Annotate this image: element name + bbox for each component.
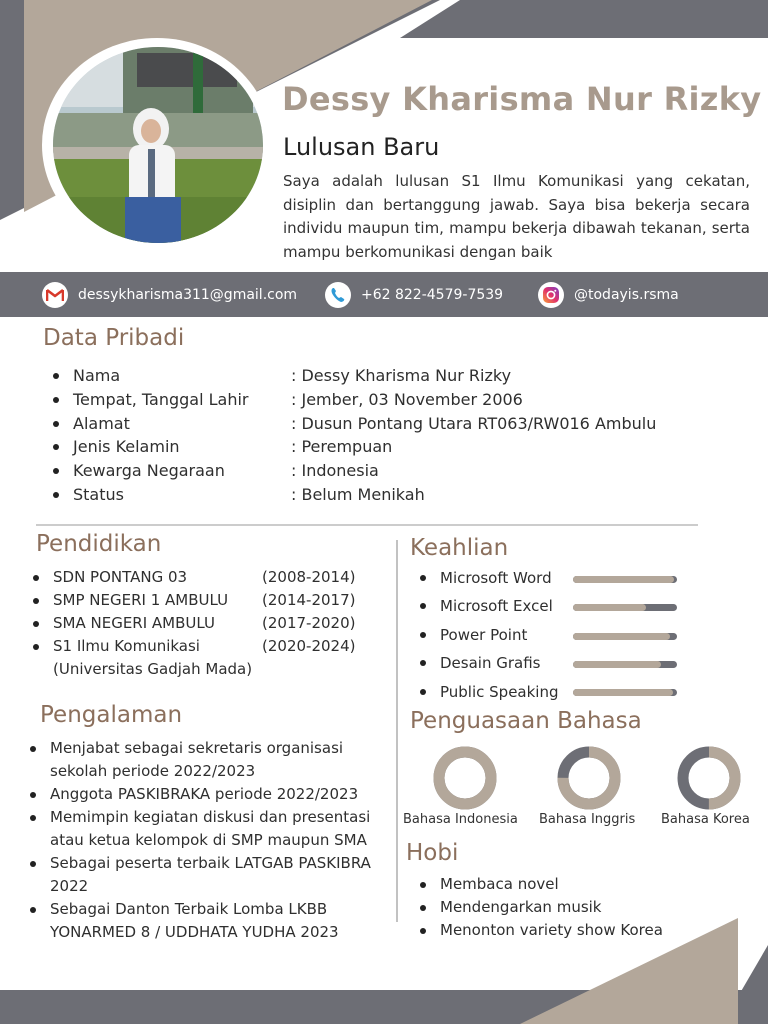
skill-bar — [573, 576, 677, 583]
skill-bar-fill — [573, 576, 674, 583]
hobby-list — [418, 873, 663, 942]
personal-data-row — [51, 435, 656, 459]
personal-data-row — [51, 459, 656, 483]
hobby-item: Membaca novel — [418, 873, 663, 896]
section-title-hobi: Hobi — [406, 840, 459, 866]
skills-list — [418, 564, 559, 706]
personal-data-value: : Indonesia — [291, 461, 379, 481]
school-years: (2008-2014) — [262, 568, 356, 586]
education-item — [31, 589, 356, 612]
experience-item: Menjabat sebagai sekretaris organisasi sekolah periode 2022/2023 — [28, 737, 388, 783]
school-name: SMA NEGERI AMBULU — [53, 614, 215, 632]
school-years: (2017-2020) — [262, 614, 356, 632]
phone-icon — [325, 282, 351, 308]
hobby-item: Mendengarkan musik — [418, 896, 663, 919]
language-label: Bahasa Indonesia — [403, 812, 518, 827]
experience-list — [28, 737, 388, 944]
section-title-bahasa: Penguasaan Bahasa — [410, 708, 642, 734]
skill-item: Power Point — [418, 621, 559, 649]
experience-item: Anggota PASKIBRAKA periode 2022/2023 — [28, 783, 388, 806]
section-title-data-pribadi: Data Pribadi — [43, 325, 185, 351]
personal-data-row — [51, 388, 656, 412]
skill-bar — [573, 604, 677, 611]
education-item — [31, 566, 356, 589]
personal-data-label: Status — [73, 484, 124, 504]
language-label: Bahasa Inggris — [539, 812, 636, 827]
school-years: (2020-2024) — [262, 637, 356, 655]
experience-item: Memimpin kegiatan diskusi dan presentasi atau ketua kelompok di SMP maupun SMA — [28, 806, 388, 852]
personal-data-label: Alamat — [73, 413, 130, 433]
personal-data-value: : Belum Menikah — [291, 484, 425, 504]
school-name: SMP NEGERI 1 AMBULU — [53, 591, 229, 609]
education-item — [31, 612, 356, 635]
experience-item: Sebagai Danton Terbaik Lomba LKBB YONARMED 8 / UDDHATA YUDHA 2023 — [28, 898, 388, 944]
personal-data-label: Tempat, Tanggal Lahir — [73, 389, 249, 409]
section-title-keahlian: Keahlian — [410, 535, 509, 561]
contact-instagram[interactable] — [538, 272, 679, 317]
contact-email[interactable] — [42, 272, 297, 317]
skill-bar-fill — [573, 689, 673, 696]
contact-phone[interactable] — [325, 272, 503, 317]
email-text: dessykharisma311@gmail.com — [78, 286, 298, 303]
skill-bar-fill — [573, 604, 646, 611]
personal-data-value: : Dusun Pontang Utara RT063/RW016 Ambulu — [291, 413, 657, 433]
contact-bar — [0, 272, 768, 317]
personal-data-row — [51, 364, 656, 388]
language-donut — [674, 743, 744, 813]
skill-bar — [573, 633, 677, 640]
personal-data-list — [51, 364, 656, 507]
profile-photo — [53, 47, 263, 243]
skill-item: Microsoft Excel — [418, 592, 559, 620]
school-years: (2014-2017) — [262, 591, 356, 609]
skill-bar — [573, 689, 677, 696]
personal-data-label: Kewarga Negaraan — [73, 461, 225, 481]
skill-bar-fill — [573, 633, 670, 640]
education-item — [31, 635, 356, 658]
language-donut — [430, 743, 500, 813]
profile-summary: Saya adalah lulusan S1 Ilmu Komunikasi yang cekatan, disiplin dan bertanggung jawab. Saya bisa bekerja secara individu maupun tim, mampu bekerja dibawah tekanan, serta mampu berkomunikasi dengan baik — [283, 172, 750, 261]
school-name: SDN PONTANG 03 — [53, 568, 188, 586]
gmail-icon — [42, 282, 68, 308]
hobby-item: Menonton variety show Korea — [418, 919, 663, 942]
personal-data-row — [51, 483, 656, 507]
skill-bar — [573, 661, 677, 668]
personal-data-row — [51, 412, 656, 436]
skill-item: Microsoft Word — [418, 564, 559, 592]
skill-item: Desain Grafis — [418, 649, 559, 677]
skill-bar-fill — [573, 661, 661, 668]
personal-data-value: : Perempuan — [291, 437, 393, 457]
instagram-text: @todayis.rsma — [574, 286, 679, 303]
personal-data-value: : Jember, 03 November 2006 — [291, 389, 523, 409]
section-title-pengalaman: Pengalaman — [40, 702, 183, 728]
education-item-detail — [31, 658, 283, 681]
language-label: Bahasa Korea — [661, 812, 750, 827]
university-name: (Universitas Gadjah Mada) — [53, 660, 253, 678]
skill-item: Public Speaking — [418, 678, 559, 706]
personal-data-value: : Dessy Kharisma Nur Rizky — [291, 366, 512, 385]
instagram-icon — [538, 282, 564, 308]
school-name: S1 Ilmu Komunikasi — [53, 637, 200, 655]
section-title-pendidikan: Pendidikan — [36, 531, 162, 557]
personal-data-label: Nama — [73, 366, 121, 385]
job-title: Lulusan Baru — [283, 133, 440, 161]
education-list — [31, 566, 356, 681]
language-donut — [554, 743, 624, 813]
phone-text: +62 822-4579-7539 — [361, 286, 504, 303]
personal-data-label: Jenis Kelamin — [73, 437, 180, 457]
donut-fill — [439, 752, 491, 804]
full-name: Dessy Kharisma Nur Rizky — [282, 80, 762, 118]
experience-item: Sebagai peserta terbaik LATGAB PASKIBRA 2022 — [28, 852, 388, 898]
